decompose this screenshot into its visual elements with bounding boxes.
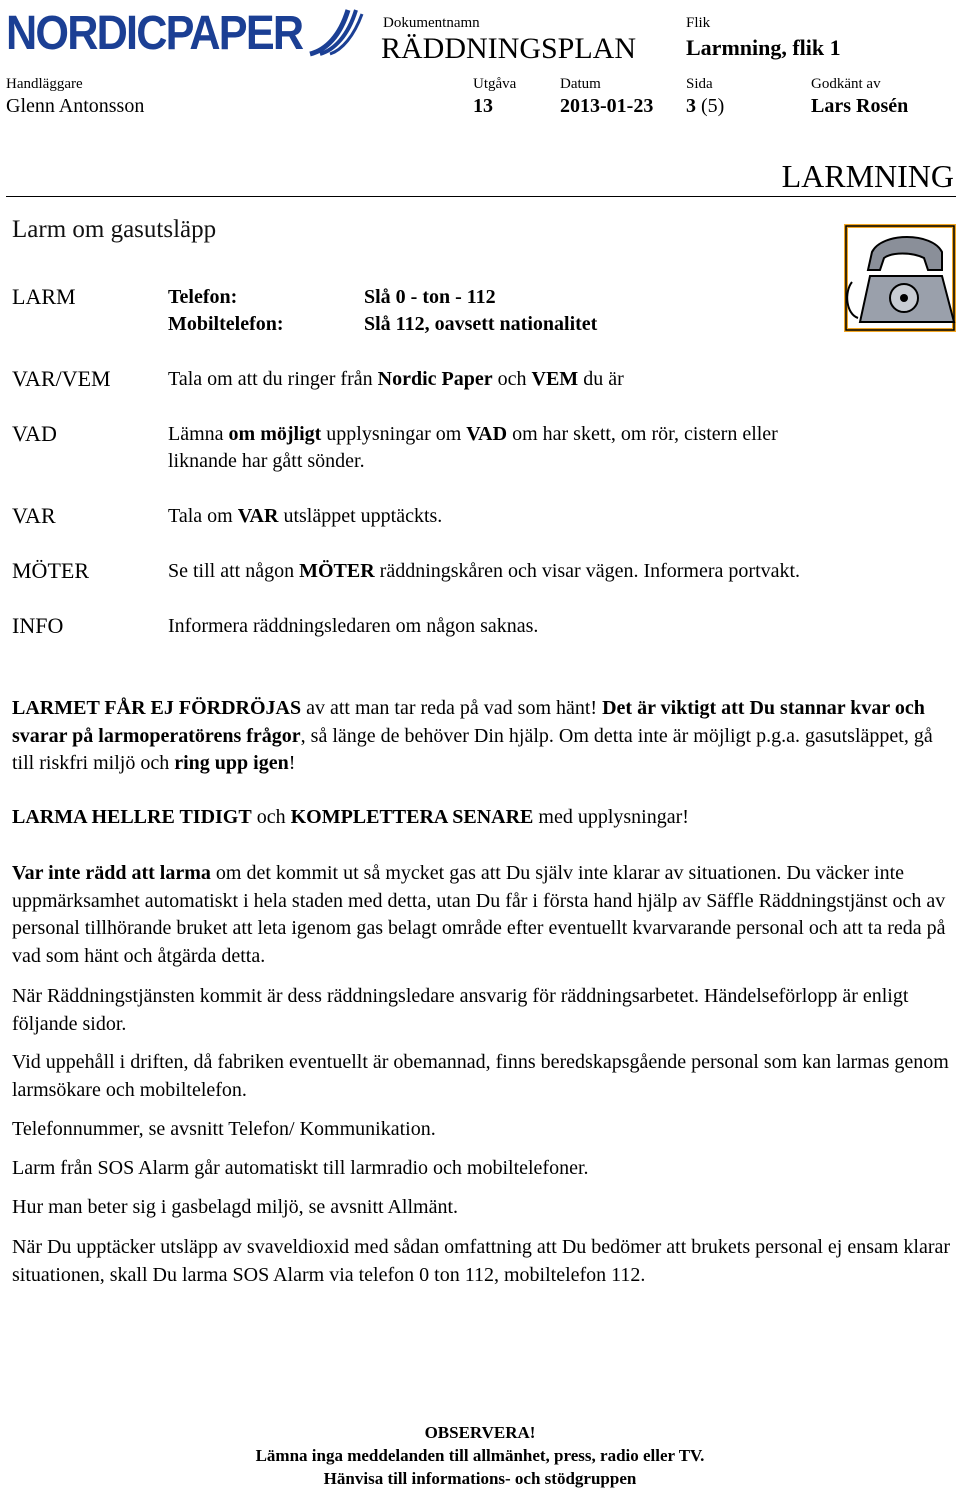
doc-name-label: Dokumentnamn	[383, 15, 480, 31]
utgava-label: Utgåva	[473, 76, 517, 92]
godkant-value: Lars Rosén	[811, 95, 909, 117]
telephone-icon	[842, 222, 958, 334]
var-label: VAR	[12, 503, 56, 528]
vad-text-line2: liknande har gått sönder.	[168, 450, 365, 472]
paragraph-raddningstjansten: När Räddningstjänsten kommit är dess räddningsledare ansvarig för räddningsarbetet. Händelseförlopp är enligt följande sidor.	[12, 985, 909, 1035]
mobil-label: Mobiltelefon:	[168, 313, 284, 335]
godkant-label: Godkänt av	[811, 76, 881, 92]
sida-num: 3	[686, 95, 696, 117]
mobil-value: Slå 112, oavsett nationalitet	[364, 313, 598, 335]
logo-text: NORDICPAPER	[6, 7, 303, 60]
doc-title: Larm om gasutsläpp	[12, 216, 217, 243]
footer-line2: Lämna inga meddelanden till allmänhet, press, radio eller TV.	[255, 1446, 705, 1465]
info-text: Informera räddningsledaren om någon saknas.	[168, 615, 539, 637]
utgava-value: 13	[473, 95, 493, 117]
paragraph-svaveldioxid: När Du upptäcker utsläpp av svaveldioxid med sådan omfattning att Du bedömer att brukets personal ej ensam klarar situationen, skall Du larma SOS Alarm via telefon 0 ton 112, mobiltelefon 112.	[12, 1236, 951, 1286]
logo-mark-icon	[306, 6, 366, 58]
paragraph-uppehall: Vid uppehåll i driften, då fabriken eventuellt är obemannad, finns beredskapsgående personal som kan larmas genom larmsökare och mobiltelefon.	[12, 1051, 949, 1101]
handlaggare-value: Glenn Antonsson	[6, 95, 145, 117]
varvem-text: Tala om att du ringer från Nordic Paper och VEM du är	[168, 368, 624, 390]
handlaggare-label: Handläggare	[6, 76, 83, 92]
telefon-label: Telefon:	[168, 286, 238, 308]
datum-value: 2013-01-23	[560, 95, 654, 117]
paragraph-larma-hellre: LARMA HELLRE TIDIGT och KOMPLETTERA SENARE med upplysningar!	[12, 806, 689, 828]
nordic-paper-logo	[6, 2, 366, 58]
varvem-label: VAR/VEM	[12, 366, 111, 391]
flik-label: Flik	[686, 15, 711, 31]
paragraph-gasbelagd: Hur man beter sig i gasbelagd miljö, se avsnitt Allmänt.	[12, 1196, 459, 1218]
sida-label: Sida	[686, 76, 713, 92]
info-label: INFO	[12, 613, 64, 638]
sida-value	[686, 95, 724, 118]
paragraph-telefonnummer: Telefonnummer, se avsnitt Telefon/ Kommunikation.	[12, 1118, 436, 1140]
datum-label: Datum	[560, 76, 601, 92]
section-title: LARMNING	[781, 158, 954, 194]
doc-name: RÄDDNINGSPLAN	[381, 32, 637, 65]
sida-total: (5)	[701, 95, 725, 117]
var-text: Tala om VAR utsläppet upptäckts.	[168, 505, 443, 527]
footer-line3: Hänvisa till informations- och stödgruppen	[323, 1469, 637, 1488]
larm-label: LARM	[12, 284, 76, 309]
vad-label: VAD	[12, 421, 57, 446]
footer-observera: OBSERVERA!	[424, 1423, 536, 1442]
paragraph-sos-alarm: Larm från SOS Alarm går automatiskt till larmradio och mobiltelefoner.	[12, 1157, 589, 1179]
telefon-value: Slå 0 - ton - 112	[364, 286, 496, 308]
moter-text: Se till att någon MÖTER räddningskåren och visar vägen. Informera portvakt.	[168, 560, 801, 582]
section-rule	[6, 196, 956, 197]
moter-label: MÖTER	[12, 558, 89, 583]
paragraph-larmet: LARMET FÅR EJ FÖRDRÖJAS av att man tar reda på vad som hänt! Det är viktigt att Du stannar kvar och svarar på larmoperatörens frågor, så länge de behöver Din hjälp. Om detta inte är möjligt p.g.a. gasutsläppet, gå till riskfri miljö och ring upp igen!	[12, 697, 933, 774]
flik-value: Larmning, flik 1	[686, 35, 841, 60]
paragraph-var-inte-radd: Var inte rädd att larma om det kommit ut så mycket gas att Du själv inte klarar av situationen. Du väcker inte uppmärksamhet automatiskt i hela staden med detta, utan Du får i första hand hjälp av Säffle Räddningstjänst och av personal tillhörande bruket att leta igenom gas belagt område efter eventuellt kvarvarande personal och att ta reda på vad som hänt och åtgärda detta.	[12, 862, 946, 967]
vad-text-line1: Lämna om möjligt upplysningar om VAD om har skett, om rör, cistern eller	[168, 423, 778, 445]
